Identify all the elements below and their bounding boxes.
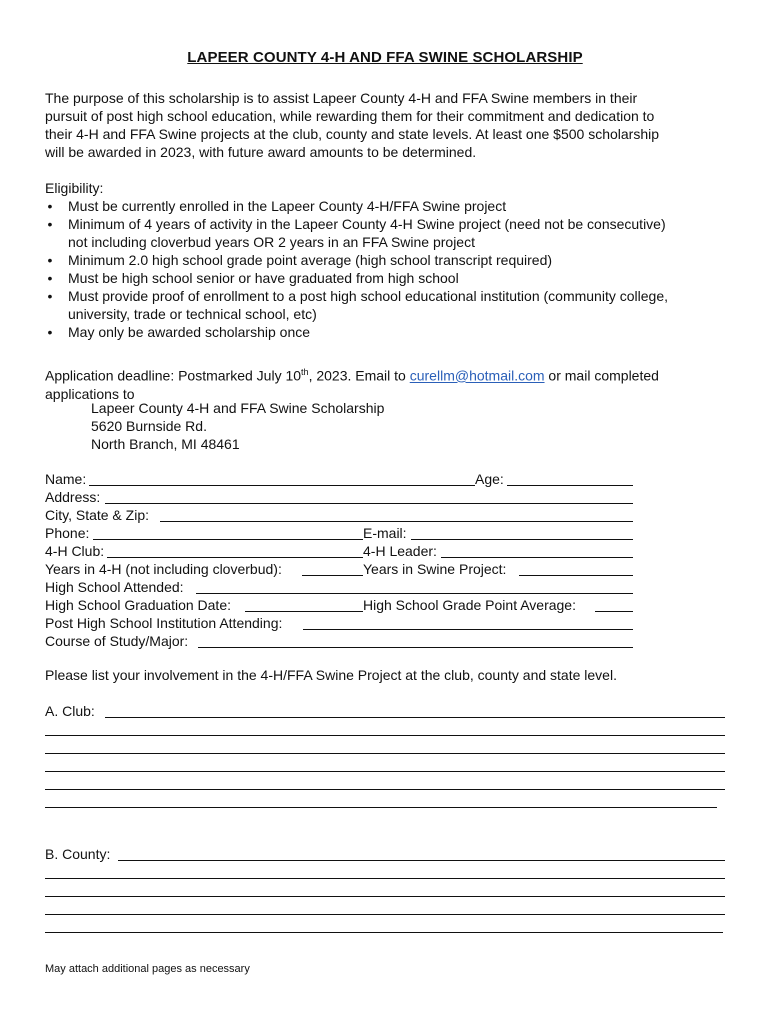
email-field[interactable] [411, 539, 633, 540]
course-of-study-field[interactable] [198, 647, 633, 648]
name-label: Name: [45, 471, 87, 487]
club-field[interactable] [107, 557, 363, 558]
deadline-text: applications to [45, 385, 135, 402]
high-school-field[interactable] [196, 593, 633, 594]
address-field[interactable] [105, 503, 633, 504]
county-involvement-line[interactable] [45, 878, 725, 879]
club-involvement-line[interactable] [45, 789, 725, 790]
form-row [45, 542, 635, 560]
address-line: Lapeer County 4-H and FFA Swine Scholarship [91, 400, 385, 416]
bullet-icon: • [47, 288, 53, 304]
purpose-line: The purpose of this scholarship is to assist Lapeer County 4-H and FFA Swine members in their [45, 90, 638, 106]
name-field[interactable] [89, 485, 475, 486]
eligibility-item [45, 323, 735, 341]
county-involvement-line[interactable] [45, 914, 725, 915]
form-row [45, 560, 635, 578]
eligibility-item [45, 197, 735, 215]
leader-label: 4-H Leader: [363, 543, 437, 559]
bullet-icon: • [47, 216, 53, 232]
age-field[interactable] [507, 485, 633, 486]
leader-field[interactable] [441, 557, 633, 558]
form-row [45, 488, 635, 506]
eligibility-text: Must be currently enrolled in the Lapeer County 4-H/FFA Swine project [68, 198, 507, 214]
eligibility-item [45, 251, 735, 269]
eligibility-text: May only be awarded scholarship once [68, 324, 311, 340]
footnote: May attach additional pages as necessary [45, 963, 250, 975]
form-row [45, 470, 635, 488]
graduation-date-label: High School Graduation Date: [45, 597, 231, 613]
years-swine-field[interactable] [519, 575, 633, 576]
age-label: Age: [475, 471, 504, 487]
form-row [45, 632, 635, 650]
form-row [45, 578, 635, 596]
eligibility-text: Minimum 2.0 high school grade point average (high school transcript required) [68, 252, 553, 268]
applicant-info-form [45, 470, 635, 650]
purpose-line: will be awarded in 2023, with future award amounts to be determined. [45, 144, 477, 160]
post-hs-institution-label: Post High School Institution Attending: [45, 615, 283, 631]
bullet-icon: • [47, 270, 53, 286]
club-involvement-line[interactable] [45, 807, 717, 808]
post-hs-institution-field[interactable] [303, 629, 633, 630]
purpose-line: pursuit of post high school education, while rewarding them for their commitment and dedication to [45, 108, 655, 124]
course-of-study-label: Course of Study/Major: [45, 633, 189, 649]
address-line: North Branch, MI 48461 [91, 436, 240, 452]
deadline-text: or mail completed [544, 367, 659, 384]
deadline-superscript: th [301, 367, 309, 377]
club-involvement-line[interactable] [45, 771, 725, 772]
county-involvement-label: B. County: [45, 846, 111, 862]
email-label: E-mail: [363, 525, 407, 541]
phone-field[interactable] [93, 539, 363, 540]
eligibility-text: not including cloverbud years OR 2 years in an FFA Swine project [68, 234, 475, 250]
mailing-address [91, 399, 384, 453]
phone-label: Phone: [45, 525, 90, 541]
form-row [45, 524, 635, 542]
form-row [45, 596, 635, 614]
address-label: Address: [45, 489, 101, 505]
club-involvement-line[interactable] [45, 753, 725, 754]
eligibility-item [45, 215, 735, 251]
bullet-icon: • [47, 198, 53, 214]
eligibility-text: university, trade or technical school, etc) [68, 306, 317, 322]
county-involvement-field[interactable] [118, 860, 725, 861]
gpa-field[interactable] [595, 611, 633, 612]
eligibility-heading: Eligibility: [45, 180, 104, 196]
eligibility-text: Must be high school senior or have graduated from high school [68, 270, 459, 286]
deadline-paragraph [45, 363, 735, 403]
club-label: 4-H Club: [45, 543, 105, 559]
city-state-zip-field[interactable] [160, 521, 633, 522]
eligibility-text: Must provide proof of enrollment to a post high school educational institution (community college, [68, 288, 668, 304]
deadline-text: Application deadline: Postmarked July 10 [45, 367, 302, 384]
graduation-date-field[interactable] [245, 611, 363, 612]
bullet-icon: • [47, 252, 53, 268]
county-involvement-line[interactable] [45, 932, 723, 933]
years-4h-label: Years in 4-H (not including cloverbud): [45, 561, 282, 577]
club-involvement-line[interactable] [45, 735, 725, 736]
email-link[interactable]: curellm@hotmail.com [409, 367, 545, 384]
years-swine-label: Years in Swine Project: [363, 561, 507, 577]
involvement-prompt: Please list your involvement in the 4-H/FFA Swine Project at the club, county and state level. [45, 667, 617, 683]
bullet-icon: • [47, 324, 53, 340]
form-row [45, 506, 635, 524]
deadline-text: , 2023. Email to [308, 367, 410, 384]
club-involvement-label: A. Club: [45, 703, 95, 719]
county-involvement-line[interactable] [45, 896, 725, 897]
city-state-zip-label: City, State & Zip: [45, 507, 149, 523]
purpose-line: their 4-H and FFA Swine projects at the club, county and state levels. At least one $500 scholarship [45, 126, 660, 142]
club-involvement-field[interactable] [105, 717, 725, 718]
gpa-label: High School Grade Point Average: [363, 597, 576, 613]
high-school-label: High School Attended: [45, 579, 184, 595]
form-row [45, 614, 635, 632]
eligibility-item [45, 269, 735, 287]
eligibility-list [45, 197, 735, 341]
purpose-paragraph [45, 89, 735, 161]
eligibility-text: Minimum of 4 years of activity in the Lapeer County 4-H Swine project (need not be consecutive) [68, 216, 666, 232]
page-title: LAPEER COUNTY 4-H AND FFA SWINE SCHOLARSHIP [187, 49, 583, 66]
eligibility-item [45, 287, 735, 323]
address-line: 5620 Burnside Rd. [91, 418, 207, 434]
years-4h-field[interactable] [302, 575, 363, 576]
